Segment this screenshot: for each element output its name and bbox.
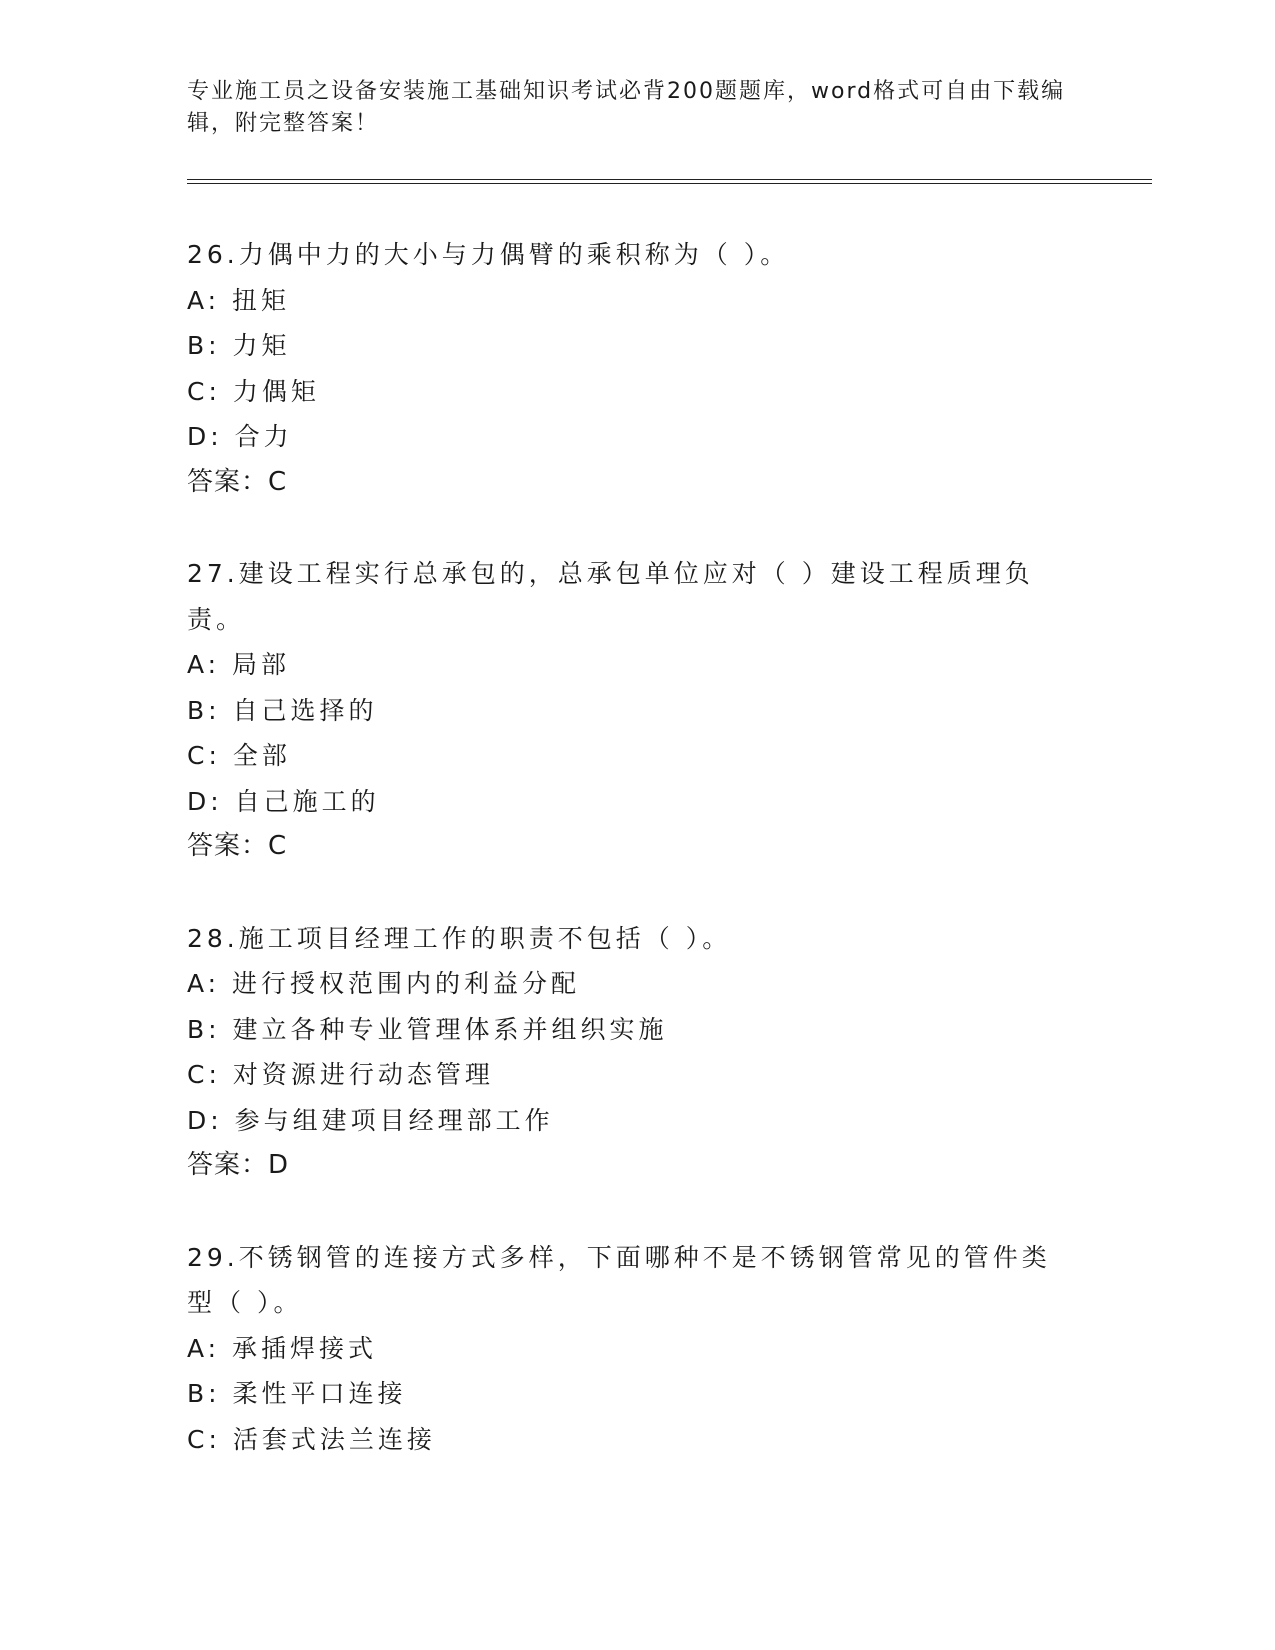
- question-stem: 26.力偶中力的大小与力偶臂的乘积称为（ ）。: [187, 240, 790, 269]
- option-a: A: 承插焊接式: [187, 1333, 378, 1363]
- question-stem: 27.建设工程实行总承包的，总承包单位应对（ ）建设工程质理负责。: [187, 559, 1034, 634]
- question-item: [187, 232, 1087, 505]
- question-list: [187, 232, 1087, 1508]
- option-c: C: 全部: [187, 741, 291, 770]
- question-stem: 28.施工项目经理工作的职责不包括（ ）。: [187, 923, 732, 953]
- option-d: D: 自己施工的: [187, 786, 380, 816]
- option-c: C: 对资源进行动态管理: [187, 1060, 494, 1089]
- answer-line: 答案：D: [187, 1150, 290, 1180]
- option-d: D: 合力: [187, 422, 293, 451]
- option-c: C: 力偶矩: [187, 376, 320, 406]
- header-divider-top: [187, 179, 1152, 180]
- option-a: A: 局部: [187, 650, 291, 679]
- question-stem: 29.不锈钢管的连接方式多样，下面哪种不是不锈钢管常见的管件类型（ ）。: [187, 1242, 1051, 1317]
- document-header: 专业施工员之设备安装施工基础知识考试必背200题题库，word格式可自由下载编辑，附完整答案！: [187, 79, 1066, 136]
- option-b: B: 力矩: [187, 331, 291, 360]
- option-a: A: 扭矩: [187, 285, 291, 315]
- option-b: B: 自己选择的: [187, 695, 378, 725]
- question-item: [187, 551, 1087, 870]
- option-d: D: 参与组建项目经理部工作: [187, 1105, 554, 1135]
- option-a: A: 进行授权范围内的利益分配: [187, 969, 581, 998]
- option-b: B: 建立各种专业管理体系并组织实施: [187, 1014, 668, 1044]
- question-item: [187, 1235, 1087, 1463]
- option-b: B: 柔性平口连接: [187, 1379, 407, 1408]
- header-divider-bottom: [187, 183, 1152, 184]
- answer-line: 答案：C: [187, 466, 288, 497]
- option-c: C: 活套式法兰连接: [187, 1424, 436, 1454]
- question-item: [187, 916, 1087, 1189]
- answer-line: 答案：C: [187, 831, 288, 861]
